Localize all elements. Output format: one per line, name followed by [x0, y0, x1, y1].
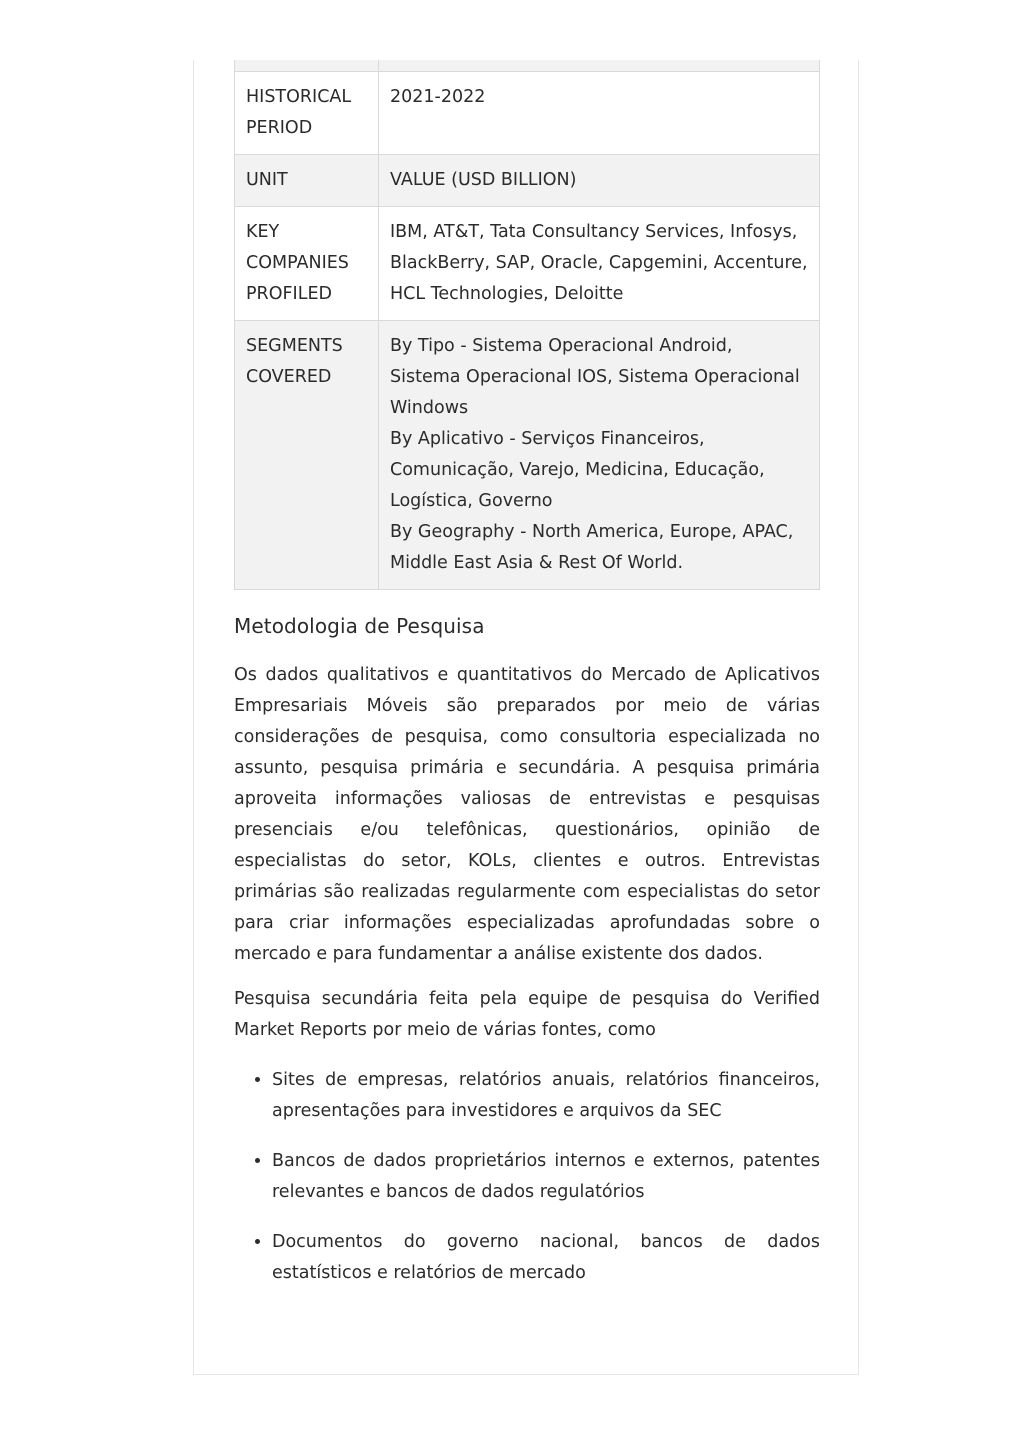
table-row: [235, 321, 820, 590]
segment-by-geography: By Geography - North America, Europe, APAC, Middle East Asia & Rest Of World.: [390, 522, 794, 573]
table-value-key-companies: IBM, AT&T, Tata Consultancy Services, Infosys, BlackBerry, SAP, Oracle, Capgemini, Accenture, HCL Technologies, Deloitte: [379, 207, 820, 321]
table-row: [235, 207, 820, 321]
sources-list: [234, 1065, 820, 1289]
table-key-unit: UNIT: [235, 155, 379, 207]
report-card: [193, 60, 859, 1375]
list-item: • Documentos do governo nacional, bancos de dados estatísticos e relatórios de mercado: [272, 1227, 820, 1289]
table-value-historical-period: 2021-2022: [379, 72, 820, 155]
table-value-segments-covered: [379, 321, 820, 590]
table-cell: [235, 60, 379, 72]
table-value-unit: VALUE (USD BILLION): [379, 155, 820, 207]
methodology-paragraph-1: Os dados qualitativos e quantitativos do Mercado de Aplicativos Empresariais Móveis são preparados por meio de várias considerações de pesquisa, como consultoria especializada no assunto, pesquisa primária e secundária. A pesquisa primária aproveita informações valiosas de entrevistas e pesquisas presenciais e/ou telefônicas, questionários, opinião de especialistas do setor, KOLs, clientes e outros. Entrevistas primárias são realizadas regularmente com especialistas do setor para criar informações especializadas aprofundadas sobre o mercado e para fundamentar a análise existente dos dados.: [234, 665, 820, 964]
list-item: • Sites de empresas, relatórios anuais, relatórios financeiros, apresentações para investidores e arquivos da SEC: [272, 1065, 820, 1127]
table-row-partial: [235, 60, 820, 72]
table-row: [235, 72, 820, 155]
table-key-segments-covered: SEGMENTS COVERED: [235, 321, 379, 590]
report-scope-table: [234, 60, 820, 590]
methodology-paragraph-2: Pesquisa secundária feita pela equipe de pesquisa do Verified Market Reports por meio de várias fontes, como: [234, 989, 820, 1040]
section-heading: Metodologia de Pesquisa: [234, 614, 485, 638]
table-row: [235, 155, 820, 207]
table-cell: [379, 60, 820, 72]
segment-by-type: By Tipo - Sistema Operacional Android, Sistema Operacional IOS, Sistema Operacional Windows: [390, 336, 800, 418]
report-content: [234, 60, 820, 1308]
list-item: • Bancos de dados proprietários internos e externos, patentes relevantes e bancos de dados regulatórios: [272, 1146, 820, 1208]
table-key-historical-period: HISTORICAL PERIOD: [235, 72, 379, 155]
segment-by-application: By Aplicativo - Serviços Financeiros, Comunicação, Varejo, Medicina, Educação, Logística, Governo: [390, 429, 765, 511]
table-key-key-companies: KEY COMPANIES PROFILED: [235, 207, 379, 321]
